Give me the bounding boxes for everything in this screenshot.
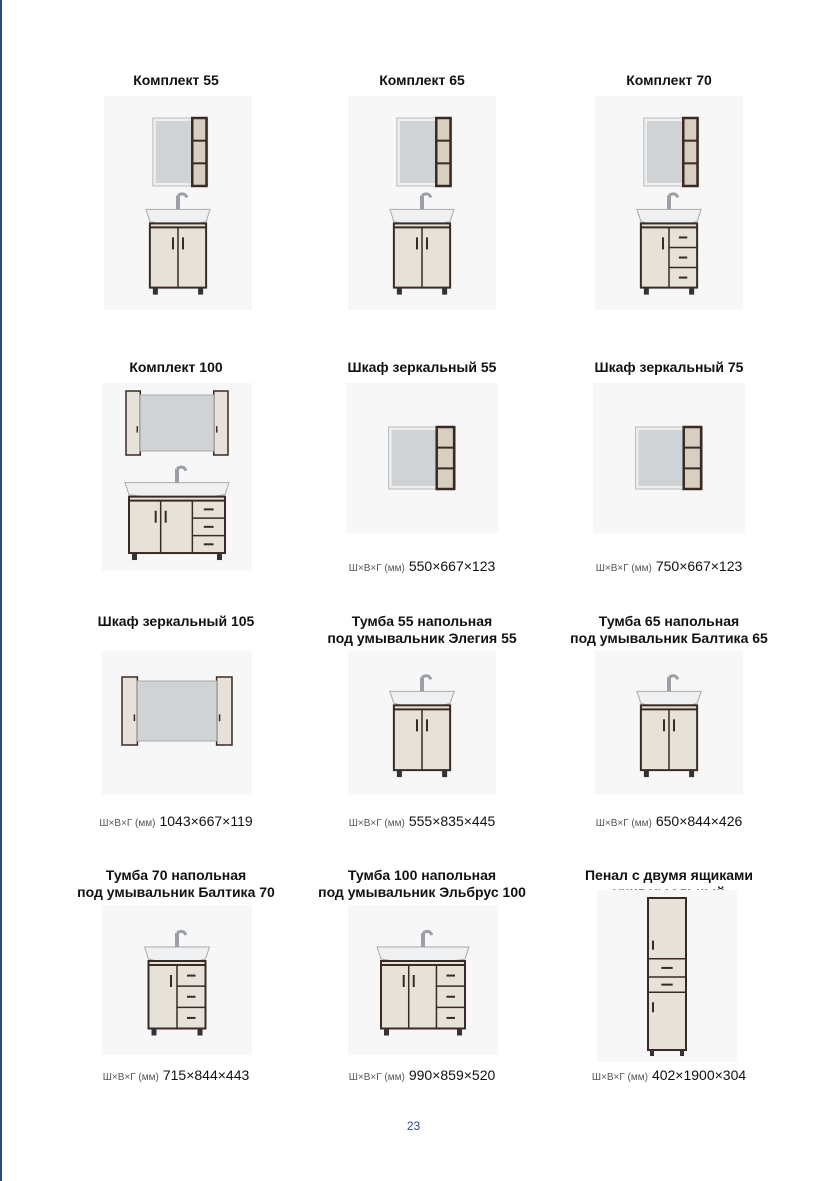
dimensions-label: Ш×В×Г (мм)	[591, 1072, 648, 1083]
product-title-line1: Комплект 65	[379, 72, 465, 88]
dimensions	[549, 813, 789, 831]
dimensions-label: Ш×В×Г (мм)	[348, 563, 405, 574]
product-title	[56, 359, 296, 376]
dimensions-value: 555×835×445	[408, 813, 496, 829]
product-title-line1: Шкаф зеркальный 75	[594, 359, 744, 375]
product-title	[549, 72, 789, 89]
dimensions	[302, 1067, 542, 1085]
dimensions	[549, 1067, 789, 1085]
dimensions-value: 990×859×520	[408, 1067, 496, 1083]
furniture-illustration	[597, 890, 737, 1062]
dimensions-label: Ш×В×Г (мм)	[102, 1072, 159, 1083]
dimensions-value: 750×667×123	[655, 558, 743, 574]
furniture-illustration	[348, 96, 496, 310]
product-title	[302, 359, 542, 376]
dimensions	[56, 813, 296, 831]
dimensions-value: 650×844×426	[655, 813, 743, 829]
dimensions	[549, 558, 789, 576]
furniture-illustration	[348, 651, 496, 795]
dimensions-value: 402×1900×304	[651, 1067, 747, 1083]
furniture-illustration	[348, 905, 498, 1055]
dimensions-label: Ш×В×Г (мм)	[595, 818, 652, 829]
furniture-illustration	[346, 383, 498, 533]
dimensions-value: 1043×667×119	[159, 813, 253, 829]
page-edge-line	[0, 0, 2, 1181]
product-title	[56, 613, 296, 630]
product-title-line2: под умывальник Эльбрус 100	[318, 884, 526, 900]
product-image	[348, 96, 496, 310]
dimensions-value: 550×667×123	[408, 558, 496, 574]
furniture-illustration	[593, 383, 745, 533]
product-image	[348, 905, 498, 1055]
product-title-line1: Комплект 100	[129, 359, 223, 375]
product-title-line1: Тумба 65 напольная	[598, 613, 740, 629]
product-title	[302, 72, 542, 89]
dimensions-label: Ш×В×Г (мм)	[99, 818, 156, 829]
product-image	[597, 890, 737, 1062]
product-title	[549, 359, 789, 376]
dimensions-label: Ш×В×Г (мм)	[348, 818, 405, 829]
furniture-illustration	[102, 905, 252, 1055]
product-title-line1: Комплект 70	[626, 72, 712, 88]
product-title-line2: под умывальник Балтика 70	[77, 884, 275, 900]
product-image	[348, 651, 496, 795]
dimensions-value: 715×844×443	[162, 1067, 250, 1083]
furniture-illustration	[595, 96, 743, 310]
product-title-line1: Комплект 55	[133, 72, 219, 88]
product-title-line1: Пенал с двумя ящиками	[584, 867, 754, 883]
dimensions-label: Ш×В×Г (мм)	[348, 1072, 405, 1083]
product-title-line1: Шкаф зеркальный 55	[347, 359, 497, 375]
product-image	[102, 383, 252, 571]
product-image	[595, 651, 743, 795]
product-image	[593, 383, 745, 533]
product-title-line2: под умывальник Элегия 55	[327, 630, 517, 646]
product-title	[302, 867, 542, 901]
product-image	[346, 383, 498, 533]
dimensions-label: Ш×В×Г (мм)	[595, 563, 652, 574]
product-title	[56, 867, 296, 901]
dimensions	[56, 1067, 296, 1085]
furniture-illustration	[104, 96, 252, 310]
dimensions	[302, 813, 542, 831]
product-image	[104, 96, 252, 310]
product-image	[102, 651, 252, 795]
product-image	[595, 96, 743, 310]
dimensions	[302, 558, 542, 576]
product-title-line1: Шкаф зеркальный 105	[97, 613, 255, 629]
product-title-line1: Тумба 55 напольная	[351, 613, 493, 629]
product-image	[102, 905, 252, 1055]
product-title-line2: под умывальник Балтика 65	[570, 630, 768, 646]
furniture-illustration	[102, 651, 252, 795]
furniture-illustration	[595, 651, 743, 795]
product-title-line1: Тумба 100 напольная	[347, 867, 497, 883]
product-title	[56, 72, 296, 89]
furniture-illustration	[102, 383, 252, 571]
page-number: 23	[406, 1119, 421, 1133]
product-title	[302, 613, 542, 647]
product-title	[549, 613, 789, 647]
product-title-line1: Тумба 70 напольная	[105, 867, 247, 883]
